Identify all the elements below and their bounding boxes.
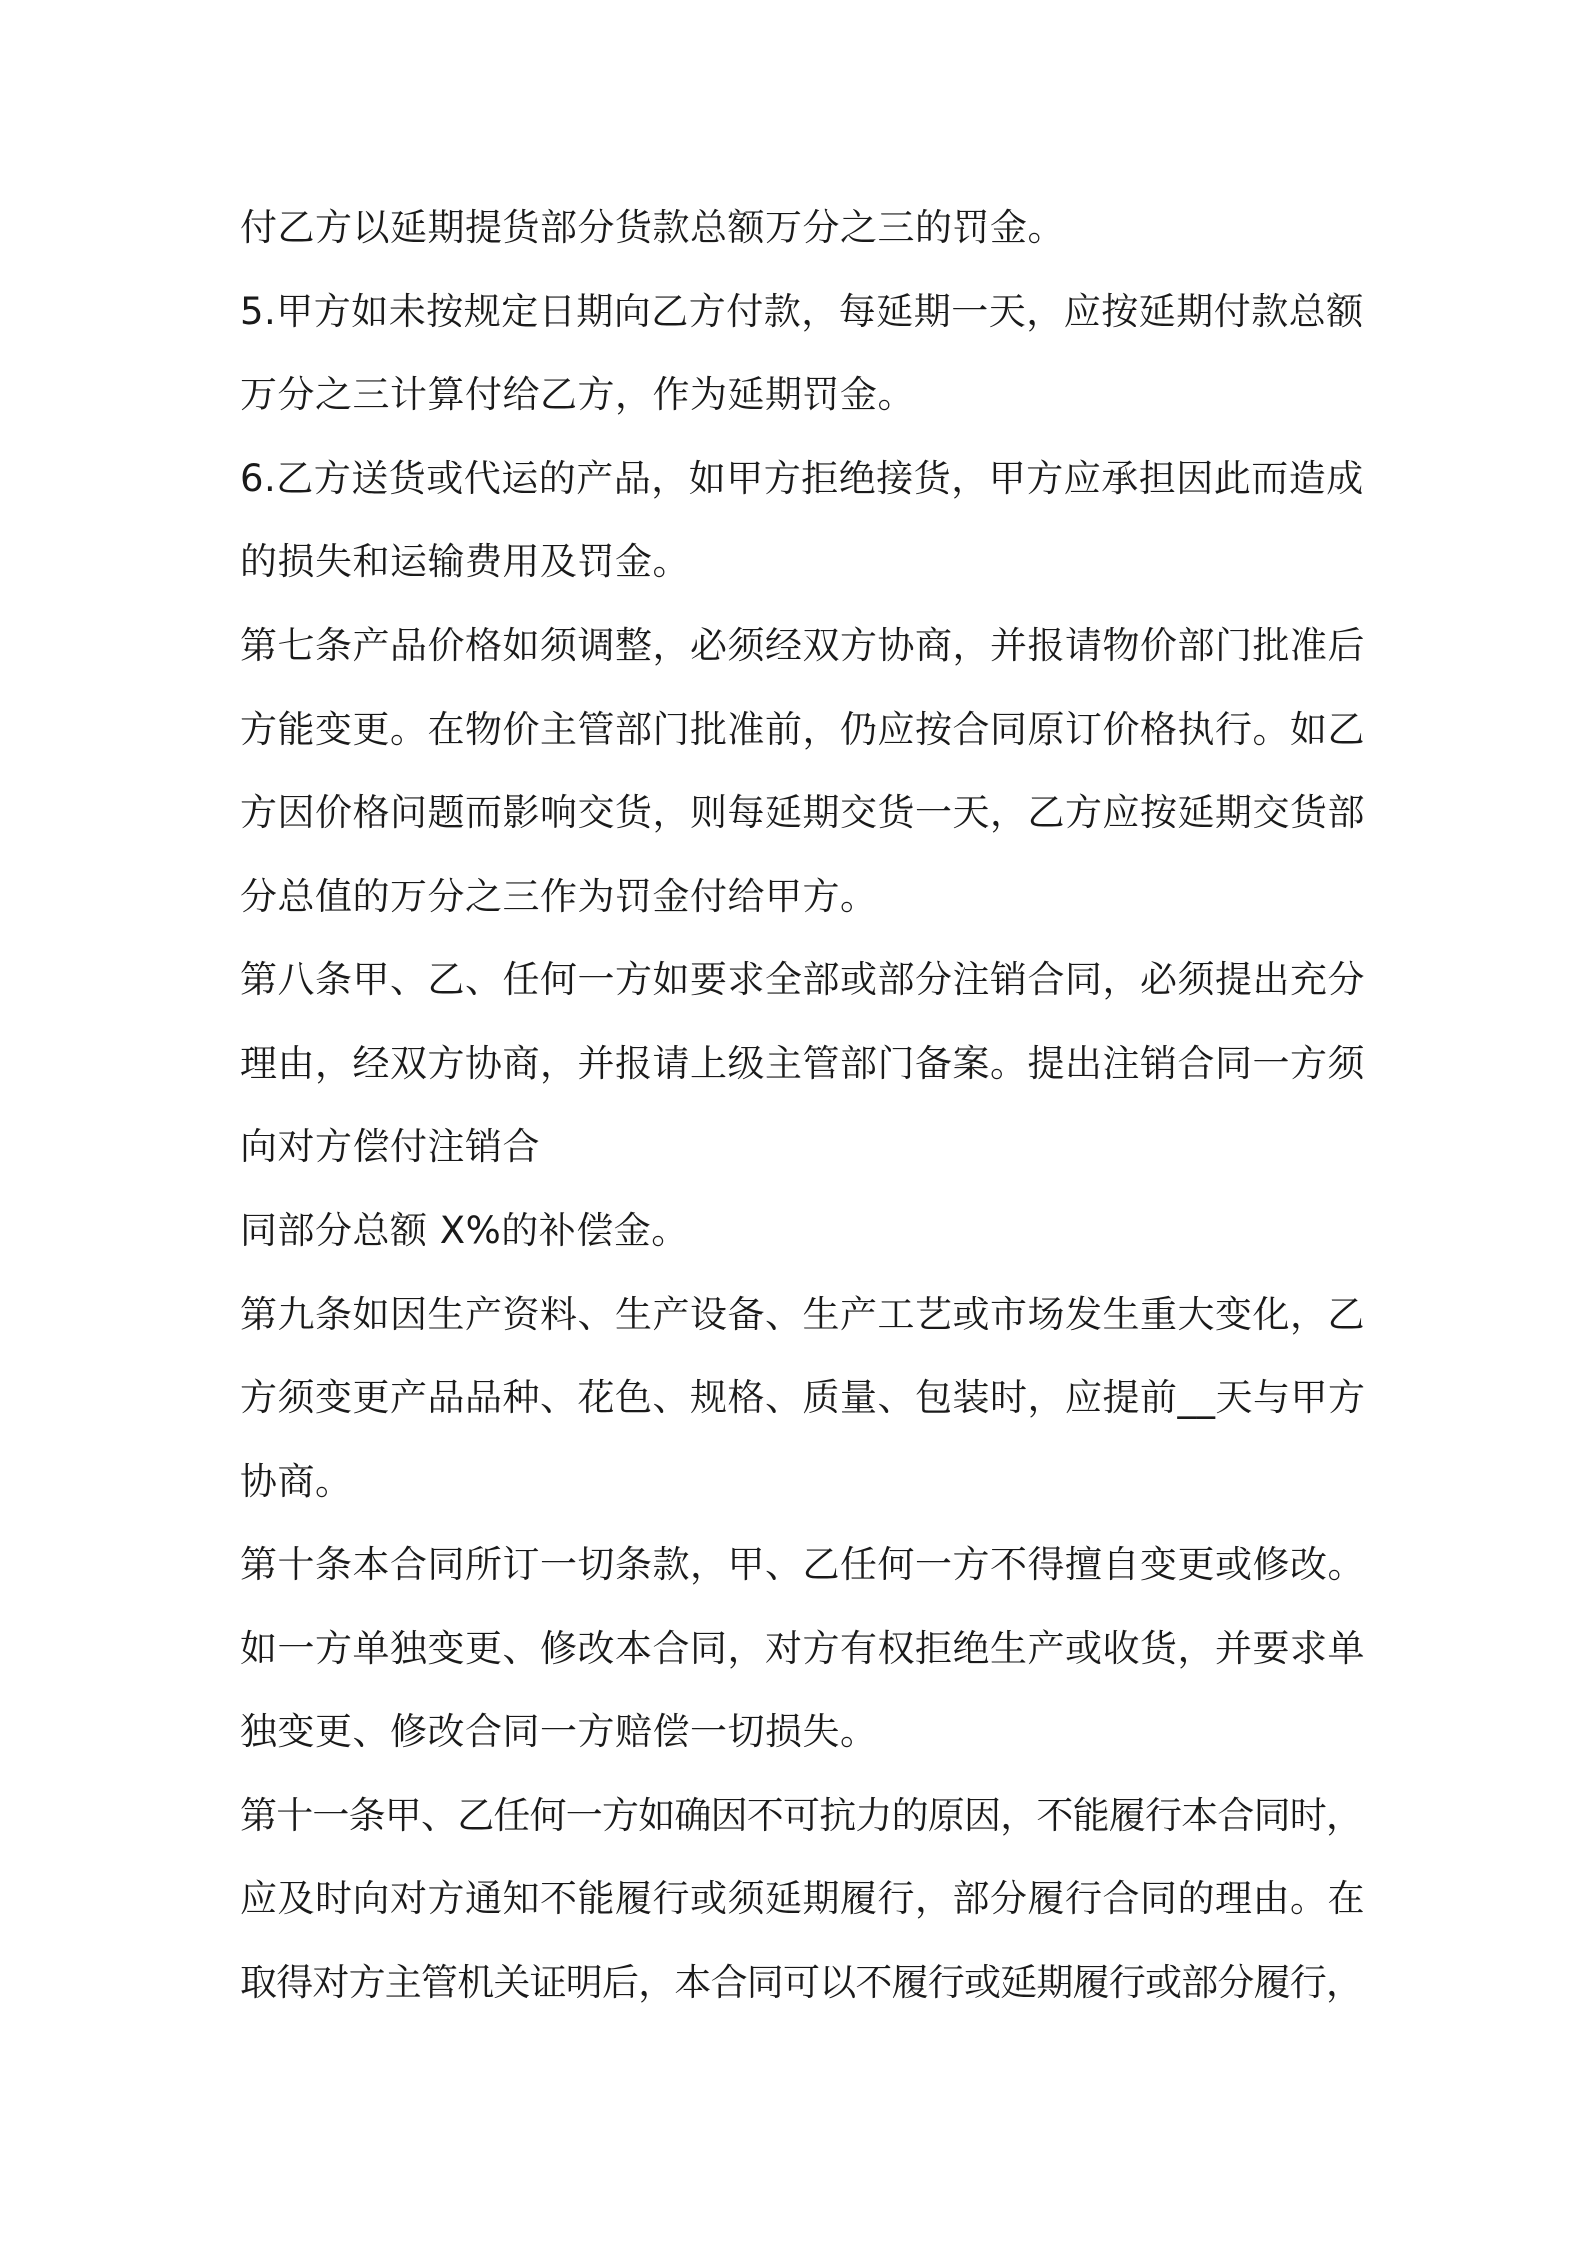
paragraph-line: 向对方偿付注销合 [240, 1125, 540, 1168]
paragraph-line: 万分之三计算付给乙方，作为延期罚金。 [240, 373, 915, 416]
paragraph-line: 方因价格问题而影响交货，则每延期交货一天，乙方应按延期交货部 [240, 791, 1365, 834]
paragraph-line: 理由，经双方协商，并报请上级主管部门备案。提出注销合同一方须 [240, 1042, 1365, 1085]
paragraph-line: 协商。 [240, 1460, 353, 1503]
paragraph-line: 分总值的万分之三作为罚金付给甲方。 [240, 875, 878, 918]
paragraph-line: 同部分总额 X%的补偿金。 [240, 1209, 689, 1252]
paragraph-line: 取得对方主管机关证明后，本合同可以不履行或延期履行或部分履行， [240, 1961, 1363, 2004]
paragraph-line: 第九条如因生产资料、生产设备、生产工艺或市场发生重大变化，乙 [240, 1293, 1365, 1336]
paragraph-line: 应及时向对方通知不能履行或须延期履行，部分履行合同的理由。在 [240, 1877, 1365, 1920]
paragraph-line: 第十条本合同所订一切条款，甲、乙任何一方不得擅自变更或修改。 [240, 1543, 1365, 1586]
paragraph-line: 方能变更。在物价主管部门批准前，仍应按合同原订价格执行。如乙 [240, 708, 1365, 751]
paragraph-line: 的损失和运输费用及罚金。 [240, 540, 690, 583]
paragraph-line: 如一方单独变更、修改本合同，对方有权拒绝生产或收货，并要求单 [240, 1627, 1365, 1670]
paragraph-line: 第十一条甲、乙任何一方如确因不可抗力的原因，不能履行本合同时， [240, 1794, 1363, 1837]
paragraph-line: 付乙方以延期提货部分货款总额万分之三的罚金。 [240, 206, 1065, 249]
paragraph-line: 方须变更产品品种、花色、规格、质量、包装时，应提前__天与甲方 [240, 1376, 1366, 1419]
paragraph-line: 独变更、修改合同一方赔偿一切损失。 [240, 1710, 878, 1753]
paragraph-line: 5.甲方如未按规定日期向乙方付款，每延期一天，应按延期付款总额 [240, 290, 1364, 333]
paragraph-line: 6.乙方送货或代运的产品，如甲方拒绝接货，甲方应承担因此而造成 [240, 457, 1364, 500]
paragraph-line: 第七条产品价格如须调整，必须经双方协商，并报请物价部门批准后 [240, 624, 1365, 667]
paragraph-line: 第八条甲、乙、任何一方如要求全部或部分注销合同，必须提出充分 [240, 958, 1365, 1001]
